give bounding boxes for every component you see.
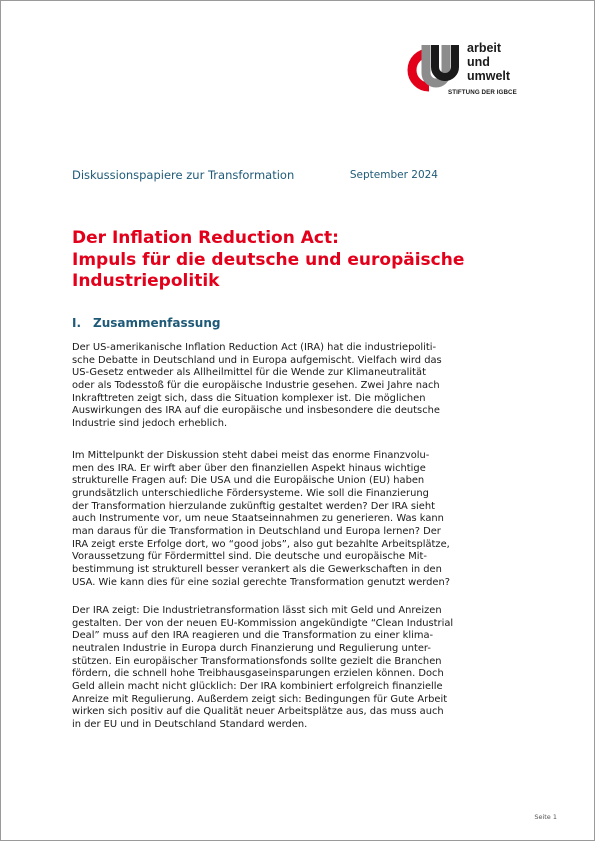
text-line: fördern, die schnell hohe Treibhausgaseinsparungen erzielen können. Doch	[72, 668, 444, 680]
text-line: in der EU und in Deutschland Standard werden.	[72, 718, 308, 730]
text-line: oder als Todesstoß für die europäische Industrie gesehen. Zwei Jahre nach	[72, 379, 440, 391]
section-number: I.	[72, 316, 82, 330]
title-line: Der Inflation Reduction Act:	[72, 228, 339, 248]
text-line: Auswirkungen des IRA auf die europäische und insbesondere die deutsche	[72, 405, 440, 417]
logo-word-und: und	[467, 55, 490, 69]
text-line: Anreize mit Regulierung. Außerdem zeigt sich: Bedingungen für Gute Arbeit	[72, 693, 448, 705]
text-line: Der US-amerikanische Inflation Reduction Act (IRA) hat die industriepoliti-	[72, 342, 437, 353]
text-line: neutralen Industrie in Europa durch Finanzierung und Regulierung unter-	[72, 642, 431, 654]
text-line: Voraussetzung für Fördermittel sind. Die deutsche und europäische Mit-	[72, 551, 427, 563]
text-line: bestimmung ist strukturell besser verankert als die Gewerkschaften in den	[72, 563, 442, 575]
text-line: strukturelle Fragen auf: Die USA und die Europäische Union (EU) haben	[72, 475, 425, 487]
text-line: Deal” muss auf den IRA reagieren und die Transformation zu einer klima-	[72, 630, 434, 642]
text-line: der Transformation hierzulande zukünftig gestaltet werden? Der IRA sieht	[72, 500, 435, 512]
section-title: Zusammenfassung	[93, 316, 221, 330]
section-heading	[72, 316, 220, 330]
text-line: sche Debatte in Deutschland und in Europa aufgemischt. Vielfach wird das	[72, 354, 442, 366]
text-line: auch Instrumente vor, um neue Staatseinnahmen zu generieren. Was kann	[72, 513, 444, 525]
text-line: men des IRA. Er wirft aber über den finanziellen Aspekt hinaus wichtige	[72, 462, 426, 474]
logo-subline: STIFTUNG DER IGBCE	[448, 89, 517, 96]
paragraph	[72, 605, 542, 732]
logo-word-umwelt: umwelt	[467, 69, 511, 83]
document-title	[72, 228, 532, 293]
text-line: wirken sich positiv auf die Qualität neuer Arbeitsplätze aus, das muss auch	[72, 706, 444, 718]
title-line: Industriepolitik	[72, 271, 220, 291]
publication-date: September 2024	[349, 169, 438, 181]
paragraph	[72, 342, 542, 431]
logo-word-arbeit: arbeit	[467, 41, 502, 55]
title-line: Impuls für die deutsche und europäische	[72, 249, 465, 270]
text-line: Geld allein macht nicht glücklich: Der IRA kombiniert erfolgreich finanzielle	[72, 680, 443, 692]
text-line: US-Gesetz entweder als Allheilmittel für die Wende zur Klimaneutralität	[72, 367, 426, 379]
text-line: Industrie sind jedoch erheblich.	[72, 417, 228, 429]
text-line: Im Mittelpunkt der Diskussion steht dabei meist das enorme Finanzvolu-	[72, 450, 430, 461]
text-line: stützen. Ein europäischer Transformationsfonds sollte gezielt die Branchen	[72, 655, 442, 667]
text-line: IRA zeigt erste Erfolge dort, wo “good jobs”, also gut bezahlte Arbeitsplätze,	[72, 538, 450, 550]
logo-wordmark	[467, 41, 510, 83]
text-line: gestalten. Der von der neuen EU-Kommission angekündigte “Clean Industrial	[72, 617, 454, 629]
text-line: grundsätzlich unterschiedliche Fördersysteme. Wie soll die Finanzierung	[72, 487, 429, 499]
series-title: Diskussionspapiere zur Transformation	[72, 168, 295, 182]
text-line: man daraus für die Transformation in Deutschland und Europa lernen? Der	[72, 525, 441, 537]
text-line: Der IRA zeigt: Die Industrietransformation lässt sich mit Geld und Anreizen	[72, 605, 442, 616]
paragraph	[72, 450, 542, 589]
text-line: USA. Wie kann dies für eine sozial gerechte Transformation genutzt werden?	[72, 576, 451, 588]
text-line: Inkrafttreten zeigt sich, dass die Situation komplexer ist. Die möglichen	[72, 392, 426, 404]
page-number: Seite 1	[534, 813, 557, 821]
